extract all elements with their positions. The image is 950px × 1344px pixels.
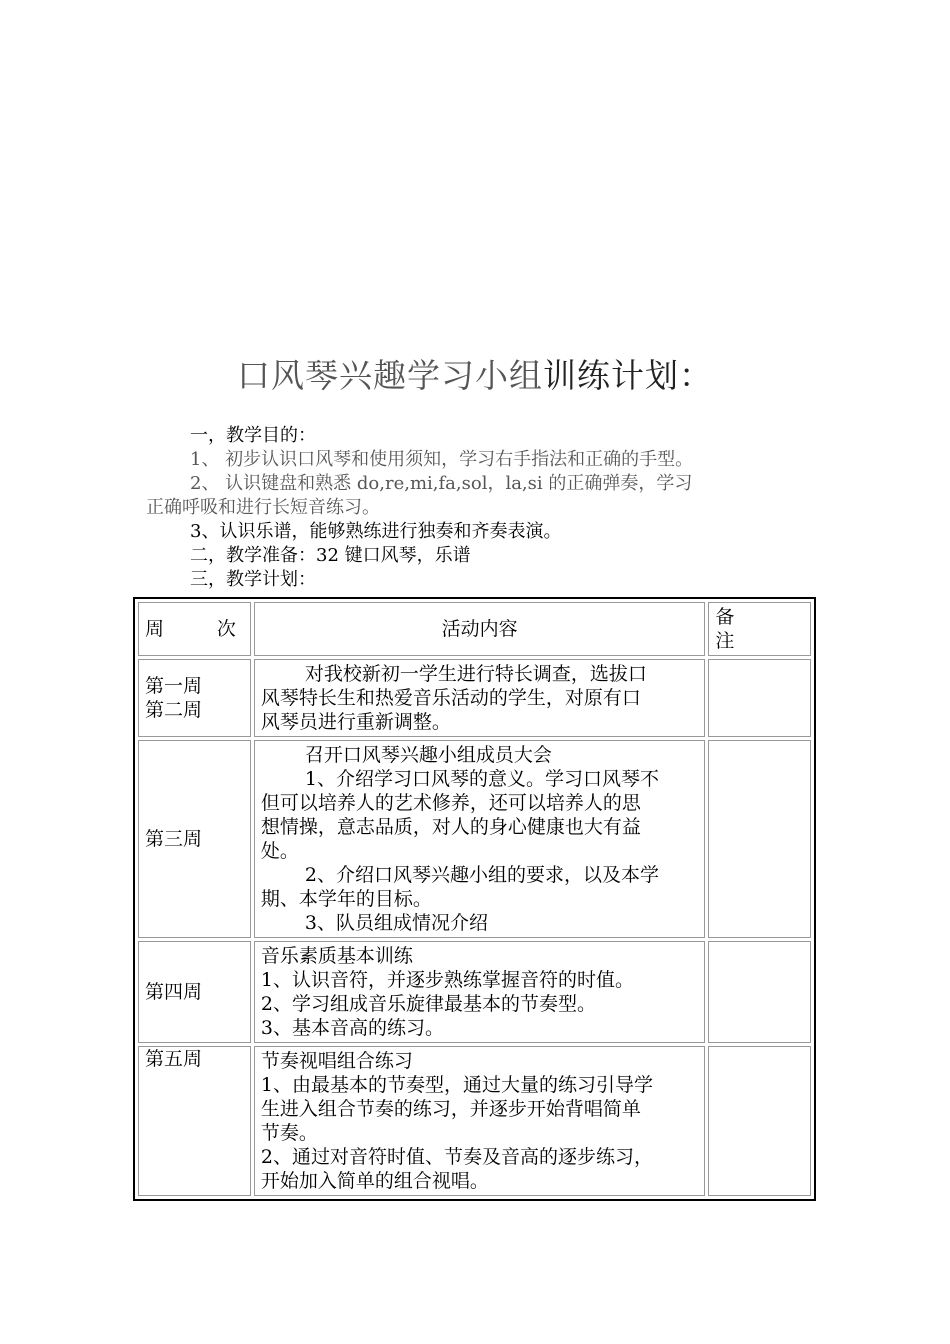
content-line: 想情操，意志品质，对人的身心健康也大有益 (260, 816, 641, 838)
title-part2: 训练计划： (543, 356, 713, 395)
content-line: 1、认识音符，并逐步熟练掌握音符的时值。 (260, 969, 634, 991)
content-line: 但可以培养人的艺术修养，还可以培养人的思 (260, 792, 641, 814)
content-line: 开始加入简单的组合视唱。 (260, 1170, 489, 1192)
content-cell (254, 740, 706, 938)
content-line: 2、通过对音符时值、节奏及音高的逐步练习， (260, 1146, 653, 1168)
header-note-a: 备 (715, 606, 735, 628)
table-row (138, 941, 811, 1043)
week-label: 第五周 (145, 1048, 203, 1070)
week-label: 第四周 (145, 981, 203, 1003)
week-label: 第一周 (145, 675, 203, 697)
content-line: 期、本学年的目标。 (260, 888, 432, 910)
section-preparation: 二，教学准备：32 键口风琴，乐谱 (190, 545, 471, 566)
table-row (138, 659, 811, 737)
objective-2-line2: 正确呼吸和进行长短音练习。 (146, 497, 380, 518)
header-note-b: 注 (715, 630, 735, 652)
content-line: 风琴特长生和热爱音乐活动的学生，对原有口 (260, 687, 641, 709)
objective-1: 1、 初步认识口风琴和使用须知，学习右手指法和正确的手型。 (190, 449, 694, 470)
content-line: 生进入组合节奏的练习，并逐步开始背唱简单 (260, 1098, 641, 1120)
content-cell (254, 941, 706, 1043)
note-cell (708, 1046, 811, 1196)
content-line: 3、队员组成情况介绍 (304, 912, 488, 934)
note-cell (708, 659, 811, 737)
week-label: 第二周 (145, 699, 203, 721)
table-row (138, 740, 811, 938)
table-header-row (138, 602, 811, 656)
header-week-a: 周 (145, 618, 165, 640)
content-line: 2、介绍口风琴兴趣小组的要求，以及本学 (304, 864, 659, 886)
content-line: 节奏视唱组合练习 (260, 1050, 413, 1072)
section-plan-heading: 三，教学计划： (190, 569, 316, 590)
header-note (708, 602, 811, 656)
header-content: 活动内容 (254, 602, 706, 656)
content-line: 3、基本音高的练习。 (260, 1017, 444, 1039)
content-line: 1、介绍学习口风琴的意义。学习口风琴不 (304, 768, 659, 790)
content-line: 节奏。 (260, 1122, 318, 1144)
objective-2-line1: 2、 认识键盘和熟悉 do,re,mi,fa,sol，la,si 的正确弹奏，学习 (190, 473, 693, 494)
content-line: 音乐素质基本训练 (260, 945, 413, 967)
week-cell (138, 740, 251, 938)
note-cell (708, 941, 811, 1043)
content-line: 风琴员进行重新调整。 (260, 711, 451, 733)
week-label: 第三周 (145, 828, 203, 850)
content-cell (254, 659, 706, 737)
content-line: 2、学习组成音乐旋律最基本的节奏型。 (260, 993, 596, 1015)
intro-section (146, 424, 814, 592)
content-cell (254, 1046, 706, 1196)
page-title (0, 350, 950, 397)
content-line: 处。 (260, 840, 299, 862)
table-row (138, 1046, 811, 1196)
note-cell (708, 740, 811, 938)
section-objectives-heading: 一，教学目的： (190, 425, 316, 446)
header-week-b: 次 (216, 618, 236, 640)
content-line: 召开口风琴兴趣小组成员大会 (304, 744, 552, 766)
week-cell (138, 1046, 251, 1196)
plan-table (133, 597, 816, 1201)
header-week (138, 602, 251, 656)
content-line: 1、由最基本的节奏型，通过大量的练习引导学 (260, 1074, 653, 1096)
week-cell (138, 941, 251, 1043)
content-line: 对我校新初一学生进行特长调查，选拔口 (304, 663, 647, 685)
objective-3: 3、认识乐谱，能够熟练进行独奏和齐奏表演。 (190, 521, 562, 542)
week-cell (138, 659, 251, 737)
title-part1: 口风琴兴趣学习小组 (237, 356, 543, 395)
